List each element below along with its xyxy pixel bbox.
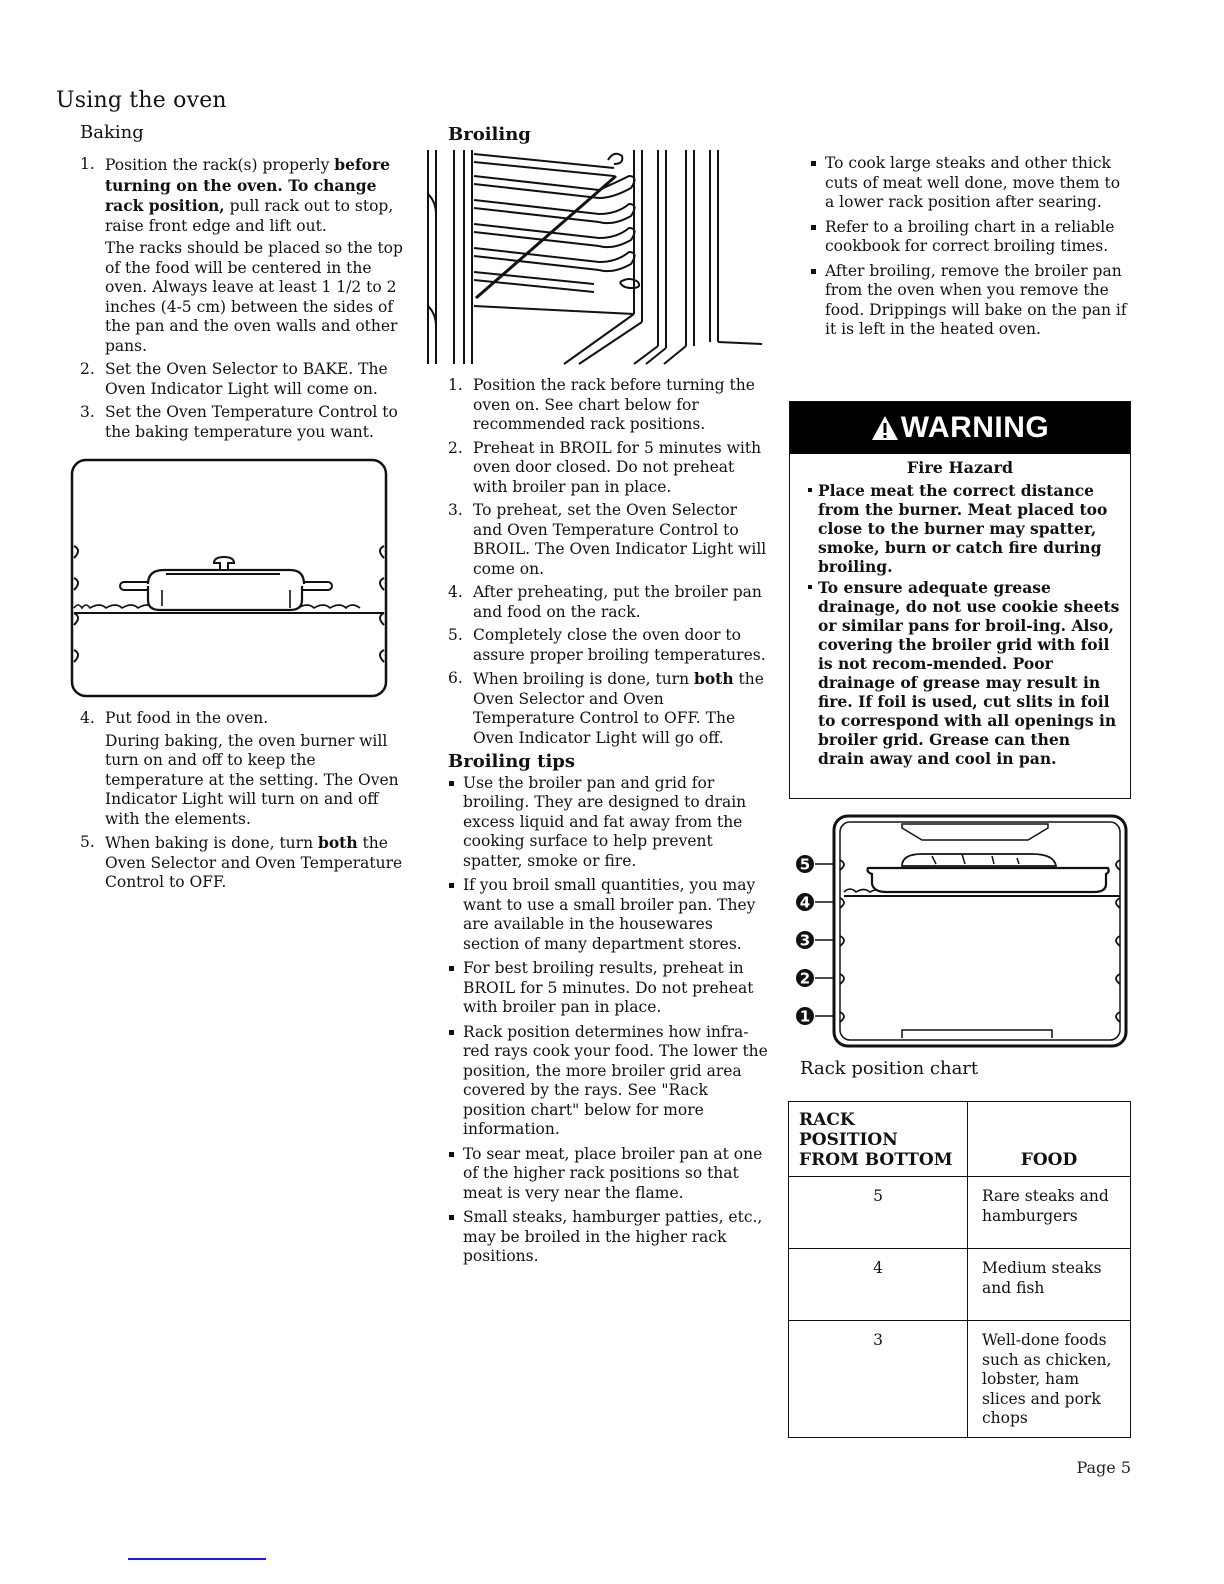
step-number: 3. — [448, 501, 463, 519]
baking-step-1 — [80, 155, 410, 356]
broiling-tips-heading: Broiling tips — [448, 751, 576, 772]
step-text: the Oven Selector and Oven Temperature Control to OFF. The Oven Indicator Light will go off. — [473, 670, 764, 747]
step-text-bold: both — [317, 833, 358, 852]
broiling-step-5 — [448, 626, 768, 665]
cell-position: 4 — [789, 1249, 968, 1321]
baking-heading: Baking — [80, 122, 144, 143]
baking-steps-top — [80, 155, 410, 446]
tip-item: To cook large steaks and other thick cuts of meat well done, move them to a lower rack position after searing. — [810, 154, 1130, 213]
step-text: Position the rack before turning the oven on. See chart below for recommended rack positions. — [473, 376, 755, 433]
broiling-step-6 — [448, 669, 768, 748]
rack-label-5: 5 — [799, 855, 811, 874]
oven-racks-perspective-illustration — [424, 146, 764, 368]
step-text: To preheat, set the Oven Selector and Oven Temperature Control to BROIL. The Oven Indicator Light will come on. — [473, 501, 767, 578]
header-line: FROM BOTTOM — [799, 1150, 953, 1170]
rack-label-4: 4 — [799, 893, 811, 912]
step-number: 5. — [448, 626, 463, 644]
table-row — [789, 1177, 1131, 1249]
baking-step-2 — [80, 360, 410, 399]
broiling-tips-continued — [810, 154, 1130, 345]
header-rack-position — [789, 1102, 968, 1177]
step-text: Completely close the oven door to assure proper broiling temperatures. — [473, 626, 766, 664]
baking-step-4 — [80, 709, 410, 829]
baking-steps-bottom — [80, 709, 410, 897]
warning-box — [789, 401, 1131, 799]
rack-label-1: 1 — [799, 1007, 811, 1026]
warning-item: To ensure adequate grease drainage, do not use cookie sheets or similar pans for broil-ing. Also, covering the broiler grid with foil is not recom-mended. Poor drainage of grease may result in fire. If foil is used, cut slits in foil to correspond with all openings in broiler grid. Grease can then drain away and cool in pan. — [808, 578, 1120, 768]
warning-item: Place meat the correct distance from the burner. Meat placed too close to the burner may spatter, smoke, burn or catch fire during broiling. — [808, 481, 1120, 576]
oven-interior-icon — [424, 146, 764, 368]
step-text: After preheating, put the broiler pan and food on the rack. — [473, 583, 762, 621]
page-title: Using the oven — [56, 88, 227, 113]
baking-step-5 — [80, 833, 410, 893]
broiling-step-4 — [448, 583, 768, 622]
step-number: 2. — [448, 438, 463, 457]
step-text-bold: both — [694, 669, 734, 688]
step-number: 6. — [448, 669, 463, 687]
step-text: Preheat in BROIL for 5 minutes with oven door closed. Do not preheat with broiler pan in place. — [473, 438, 762, 496]
warning-header — [790, 402, 1130, 454]
tip-item: For best broiling results, preheat in BROIL for 5 minutes. Do not preheat with broiler pan in place. — [448, 959, 768, 1018]
step-text: Position the rack(s) properly — [105, 156, 335, 174]
baking-step-3 — [80, 403, 410, 442]
warning-triangle-icon — [871, 415, 899, 441]
step-text: When broiling is done, turn — [473, 670, 694, 688]
page-number: Page 5 — [1076, 1458, 1131, 1477]
cell-position: 5 — [789, 1177, 968, 1249]
step-text: Set the Oven Selector to BAKE. The Oven Indicator Light will come on. — [105, 360, 388, 398]
rack-label-2: 2 — [799, 969, 811, 988]
rack-label-3: 3 — [799, 931, 811, 950]
step-number: 1. — [80, 155, 95, 173]
warning-subtitle: Fire Hazard — [906, 458, 1014, 477]
step-note: The racks should be placed so the top of the food will be centered in the oven. Always leave at least 1 1/2 to 2 inches (4-5 cm) between the sides of the pan and the oven walls and other pans. — [105, 239, 403, 355]
step-number: 5. — [80, 833, 95, 851]
step-number: 4. — [448, 583, 463, 601]
tip-item: After broiling, remove the broiler pan from the oven when you remove the food. Drippings will bake on the pan if it is left in the heated oven. — [810, 262, 1130, 340]
step-text-bold: before turning on the oven. To change rack position, — [105, 155, 391, 215]
step-number: 4. — [80, 709, 95, 727]
table-row — [789, 1321, 1131, 1438]
step-text: the Oven Selector and Oven Temperature Control to OFF. — [105, 834, 403, 891]
casserole-on-rack-illustration — [70, 458, 388, 698]
tip-item: Refer to a broiling chart in a reliable cookbook for correct broiling times. — [810, 218, 1130, 257]
broiling-step-1 — [448, 376, 768, 435]
step-number: 1. — [448, 376, 463, 394]
step-text: When baking is done, turn — [105, 834, 318, 852]
link-underline[interactable] — [128, 1558, 266, 1560]
tip-item: To sear meat, place broiler pan at one of the higher rack positions so that meat is very near the flame. — [448, 1145, 768, 1204]
header-food: FOOD — [968, 1102, 1131, 1177]
tip-item: If you broil small quantities, you may want to use a small broiler pan. They are available in the housewares section of many department stores. — [448, 876, 768, 954]
cell-position: 3 — [789, 1321, 968, 1438]
header-line: RACK POSITION — [799, 1110, 898, 1150]
rack-position-table — [788, 1101, 1131, 1438]
tip-item: Use the broiler pan and grid for broiling. They are designed to drain excess liquid and fat away from the cooking surface to help prevent spatter, smoke or fire. — [448, 774, 768, 872]
broiling-steps — [448, 376, 768, 1272]
tip-item: Rack position determines how infra-red rays cook your food. The lower the position, the more broiler grid area covered by the rays. See "Rack position chart" below for more information. — [448, 1023, 768, 1140]
broiling-heading: Broiling — [448, 124, 531, 145]
rack-position-diagram — [792, 812, 1132, 1052]
broiling-step-2 — [448, 439, 768, 498]
step-number: 3. — [80, 403, 95, 421]
step-note: During baking, the oven burner will turn on and off to keep the temperature at the setting. The Oven Indicator Light will turn on and off with the elements. — [105, 731, 399, 828]
broiling-step-3 — [448, 501, 768, 579]
cell-food: Rare steaks and hamburgers — [968, 1177, 1131, 1249]
cell-food: Medium steaks and fish — [968, 1249, 1131, 1321]
rack-position-illustration — [792, 812, 1132, 1052]
table-row — [789, 1249, 1131, 1321]
step-number: 2. — [80, 360, 95, 378]
oven-cavity-icon — [70, 458, 388, 698]
step-text: pull rack out to stop, raise front edge and lift out. — [105, 197, 394, 235]
cell-food: Well-done foods such as chicken, lobster, ham slices and pork chops — [968, 1321, 1131, 1438]
tip-item: Small steaks, hamburger patties, etc., may be broiled in the higher rack positions. — [448, 1208, 768, 1267]
broiling-tips-list — [448, 774, 768, 1267]
rack-chart-caption: Rack position chart — [800, 1058, 979, 1079]
step-text: Put food in the oven. — [105, 709, 269, 727]
step-text: Set the Oven Temperature Control to the baking temperature you want. — [105, 403, 398, 441]
table-header-row — [789, 1102, 1131, 1177]
warning-list — [790, 481, 1130, 768]
warning-title: WARNING — [900, 411, 1050, 444]
